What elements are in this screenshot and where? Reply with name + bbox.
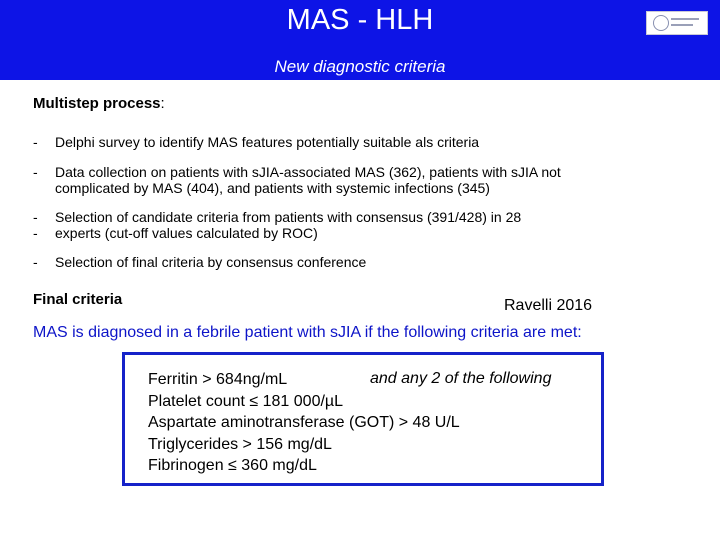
criteria-note: and any 2 of the following [370, 370, 552, 387]
header-banner [0, 0, 720, 80]
page-title: MAS - HLH [286, 4, 434, 36]
criterion-ferritin: Ferritin > 684ng/mL [148, 371, 288, 388]
final-criteria-heading: Final criteria [33, 291, 123, 308]
criterion-fibrinogen: Fibrinogen ≤ 360 mg/dL [148, 457, 317, 474]
reference-citation: Ravelli 2016 [504, 297, 593, 314]
diagnosis-statement: MAS is diagnosed in a febrile patient with sJIA if the following criteria are met: [33, 324, 582, 341]
university-logo-icon [646, 11, 708, 35]
criterion-triglycerides: Triglycerides > 156 mg/dL [148, 436, 332, 453]
page-subtitle: New diagnostic criteria [274, 57, 446, 76]
seal-icon [653, 15, 669, 31]
multistep-heading: Multistep process: [33, 95, 165, 112]
criterion-platelet: Platelet count ≤ 181 000/µL [148, 393, 344, 410]
criterion-ast: Aspartate aminotransferase (GOT) > 48 U/L [148, 414, 460, 431]
